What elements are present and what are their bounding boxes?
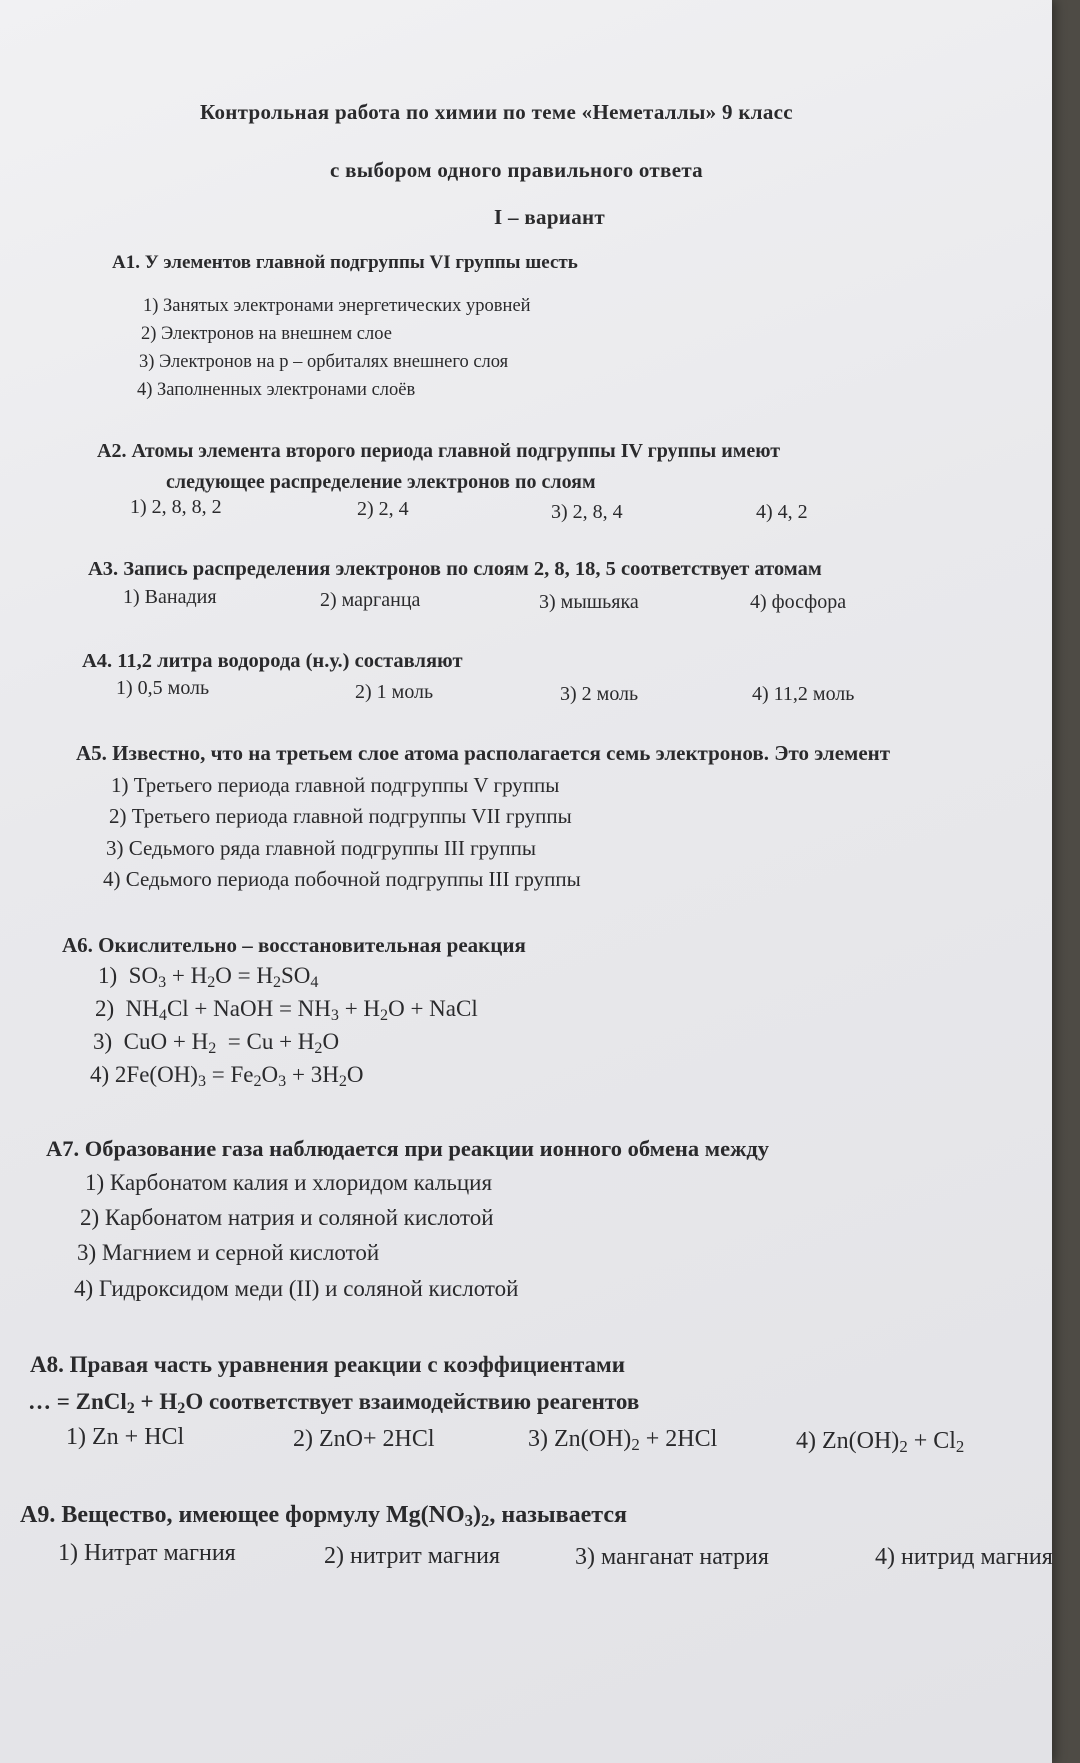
a4-option-3: 3) 2 моль xyxy=(560,683,639,705)
a1-option-3: 3) Электронов на р – орбиталях внешнего слоя xyxy=(139,352,509,372)
test-subtitle: с выбором одного правильного ответа xyxy=(330,158,703,182)
test-title: Контрольная работа по химии по теме «Неметаллы» 9 класс xyxy=(200,100,793,124)
a7-option-2: 2) Карбонатом натрия и соляной кислотой xyxy=(80,1205,494,1230)
question-a1: А1. У элементов главной подгруппы VI группы шесть xyxy=(112,252,578,273)
question-a2: А2. Атомы элемента второго периода главной подгруппы IV группы имеют xyxy=(97,440,781,462)
question-a8: А8. Правая часть уравнения реакции с коэффициентами xyxy=(30,1352,625,1377)
a5-option-4: 4) Седьмого периода побочной подгруппы III группы xyxy=(103,867,581,891)
a3-option-2: 2) марганца xyxy=(320,589,421,611)
a2-option-2: 2) 2, 4 xyxy=(357,498,409,520)
a2-option-3: 3) 2, 8, 4 xyxy=(551,501,623,523)
a9-option-4: 4) нитрид магния xyxy=(875,1544,1053,1570)
question-a4: А4. 11,2 литра водорода (н.у.) составляют xyxy=(82,650,463,672)
a1-option-4: 4) Заполненных электронами слоёв xyxy=(137,380,416,400)
a7-option-1: 1) Карбонатом калия и хлоридом кальция xyxy=(85,1170,493,1195)
a5-option-1: 1) Третьего периода главной подгруппы V группы xyxy=(111,773,560,797)
a4-option-2: 2) 1 моль xyxy=(355,681,434,703)
a2-option-4: 4) 4, 2 xyxy=(756,501,808,523)
a1-option-2: 2) Электронов на внешнем слое xyxy=(141,324,392,344)
variant-label: I – вариант xyxy=(494,205,606,229)
question-a3: А3. Запись распределения электронов по слоям 2, 8, 18, 5 соответствует атомам xyxy=(88,558,822,580)
a4-option-1: 1) 0,5 моль xyxy=(116,677,210,699)
a5-option-2: 2) Третьего периода главной подгруппы VII группы xyxy=(109,804,572,828)
a7-option-3: 3) Магнием и серной кислотой xyxy=(77,1240,380,1265)
question-a5: А5. Известно, что на третьем слое атома располагается семь электронов. Это элемент xyxy=(76,741,891,765)
a3-option-4: 4) фосфора xyxy=(750,591,847,613)
a9-option-3: 3) манганат натрия xyxy=(575,1544,769,1570)
a2-option-1: 1) 2, 8, 8, 2 xyxy=(130,496,222,518)
a8-option-3: 3) $Zn(OH)_2 + 2HCl$ xyxy=(528,1426,718,1455)
question-a6: А6. Окислительно – восстановительная реакция xyxy=(62,933,526,957)
a1-option-1: 1) Занятых электронами энергетических уровней xyxy=(143,296,531,316)
a6-option-4: 4) $2Fe(OH)_3 = Fe_2O_3 + 3H_2O$ xyxy=(90,1062,364,1091)
question-a2-cont: следующее распределение электронов по слоям xyxy=(166,471,596,493)
a6-option-1: 1) $SO_3 + H_2O = H_2SO_4$ xyxy=(98,963,319,992)
a8-option-2: 2) ZnO+ 2HCl xyxy=(293,1426,435,1452)
a8-option-4: 4) $Zn(OH)_2 + Cl_2$ xyxy=(796,1428,965,1457)
question-a9: А9. Вещество, имеющее формулу $Mg(NO_3)_2$, называется xyxy=(20,1502,627,1531)
a8-option-1: 1) Zn + HCl xyxy=(66,1424,185,1450)
a7-option-4: 4) Гидроксидом меди (II) и соляной кислотой xyxy=(74,1276,519,1301)
a3-option-3: 3) мышьяка xyxy=(539,591,639,613)
a9-option-1: 1) Нитрат магния xyxy=(58,1540,236,1566)
a4-option-4: 4) 11,2 моль xyxy=(752,683,855,705)
a3-option-1: 1) Ванадия xyxy=(123,586,217,608)
a6-option-2: 2) $NH_4Cl$ + NaOH = $NH_3 + H_2O$ + NaCl xyxy=(95,996,478,1025)
a9-option-2: 2) нитрит магния xyxy=(324,1543,501,1569)
question-a7: А7. Образование газа наблюдается при реакции ионного обмена между xyxy=(46,1136,770,1161)
a5-option-3: 3) Седьмого ряда главной подгруппы III группы xyxy=(106,836,536,860)
a6-option-3: 3) CuO + $H_2 = Cu + H_2O$ xyxy=(93,1029,340,1058)
question-a8-equation: … = ZnCl$_2$ + $H_2O$ соответствует взаимодействию реагентов xyxy=(28,1389,640,1418)
